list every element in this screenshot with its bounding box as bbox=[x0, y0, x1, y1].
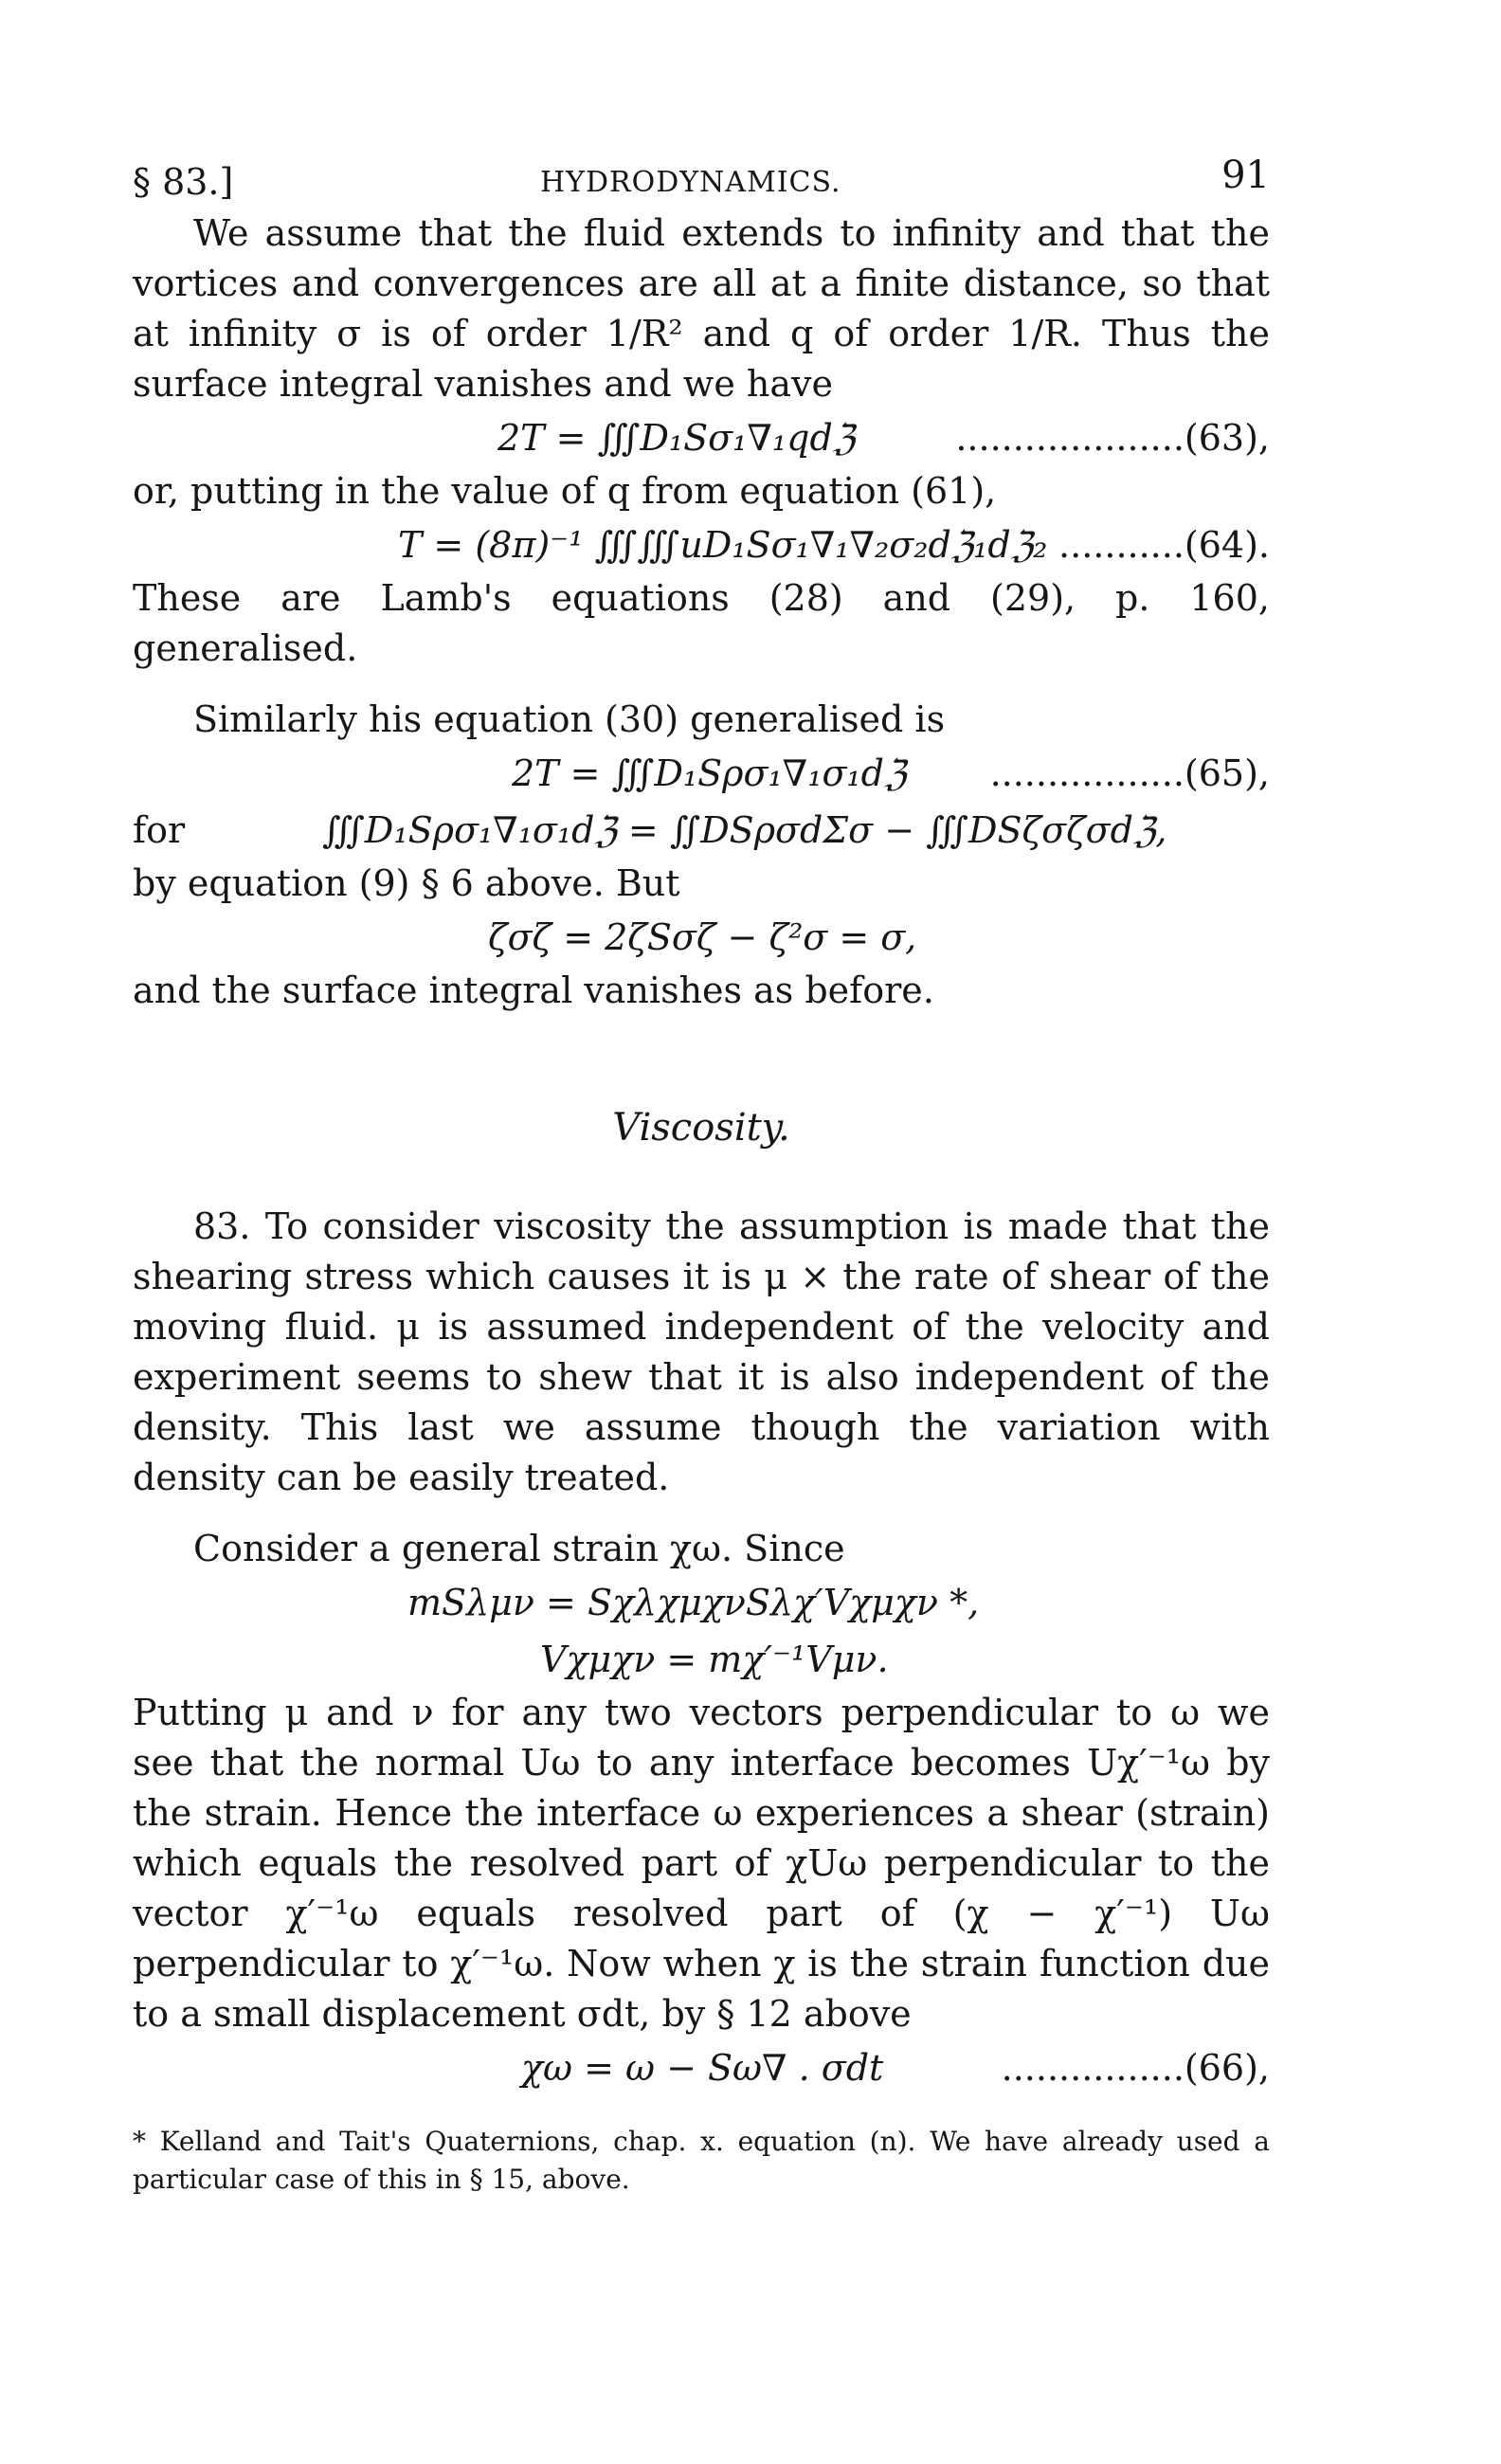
paragraph-similarly: Similarly his equation (30) generalised is bbox=[193, 698, 946, 740]
paragraph-surface-integral: and the surface integral vanishes as before. bbox=[133, 969, 934, 1011]
paragraph-infinity-assumption: We assume that the fluid extends to infinity and that the vortices and convergences are all at a finite distance, so that at infinity σ is of order 1/R² and q of order 1/R. Thus the surface integral vanishes and we have bbox=[133, 212, 1270, 405]
equation-strain-1-body: mSλμν = SχλχμχνSλχ′Vχμχν *, bbox=[407, 1582, 980, 1623]
equation-65-number: .................(65), bbox=[989, 752, 1270, 794]
equation-66 bbox=[133, 2039, 1270, 2096]
equation-66-body: χω = ω − Sω∇ . σdt bbox=[521, 2047, 884, 2089]
equation-for bbox=[133, 802, 1270, 859]
section-heading-viscosity: Viscosity. bbox=[612, 1106, 790, 1150]
equation-for-body: ∭D₁Sρσ₁∇₁σ₁dℨ = ∬DSρσdΣσ − ∭DSζσζσdℨ, bbox=[322, 809, 1167, 851]
paragraph-lambs-equations: These are Lamb's equations (28) and (29), p. 160, generalised. bbox=[133, 577, 1270, 669]
page bbox=[133, 142, 1270, 2199]
paragraph-viscosity: 83. To consider viscosity the assumption is made that the shearing stress which causes it is μ × the rate of shear of the moving fluid. μ is assumed independent of the velocity and experiment seems to shew that it is also independent of the density. This last we assume though the variation with density can be easily treated. bbox=[133, 1205, 1270, 1498]
equation-64-number: ...........(64). bbox=[1058, 524, 1270, 566]
paragraph-putting-mu-nu: Putting μ and ν for any two vectors perpendicular to ω we see that the normal Uω to any interface becomes Uχ′⁻¹ω by the strain. Hence the interface ω experiences a shear (strain) which equals the resolved part of χUω perpendicular to the vector χ′⁻¹ω equals resolved part of (χ − χ′⁻¹) Uω perpendicular to χ′⁻¹ω. Now when χ is the strain function due to a small displacement σdt, by § 12 above bbox=[133, 1692, 1270, 2035]
equation-64-body: T = (8π)⁻¹ ∭∭uD₁Sσ₁∇₁∇₂σ₂dℨ₁dℨ₂ bbox=[398, 524, 1048, 566]
running-header bbox=[133, 142, 1270, 208]
equation-zeta bbox=[133, 909, 1270, 966]
equation-zeta-body: ζσζ = 2ζSσζ − ζ²σ = σ, bbox=[488, 916, 917, 958]
header-title: HYDRODYNAMICS. bbox=[540, 166, 841, 199]
paragraph-by-equation: by equation (9) § 6 above. But bbox=[133, 862, 680, 904]
equation-strain-2-body: Vχμχν = mχ′⁻¹Vμν. bbox=[540, 1639, 889, 1680]
equation-63-number: ....................(63), bbox=[955, 417, 1270, 459]
paragraph-general-strain: Consider a general strain χω. Since bbox=[193, 1528, 845, 1569]
equation-strain-2 bbox=[133, 1631, 1270, 1688]
equation-66-number: ................(66), bbox=[1001, 2047, 1270, 2089]
page-number: 91 bbox=[1221, 154, 1270, 197]
equation-63 bbox=[133, 409, 1270, 466]
equation-strain-1 bbox=[133, 1574, 1270, 1631]
equation-65 bbox=[133, 745, 1270, 802]
equation-for-lead: for bbox=[133, 809, 186, 851]
equation-63-body: 2T = ∭D₁Sσ₁∇₁qdℨ bbox=[497, 417, 856, 459]
footnote: * Kelland and Tait's Quaternions, chap. x. equation (n). We have already used a particular case of this in § 15, above. bbox=[133, 2126, 1270, 2195]
equation-65-body: 2T = ∭D₁Sρσ₁∇₁σ₁dℨ bbox=[512, 752, 907, 794]
paragraph-putting-value: or, putting in the value of q from equation (61), bbox=[133, 470, 997, 512]
equation-64 bbox=[133, 516, 1270, 573]
header-section: § 83.] bbox=[133, 161, 234, 203]
